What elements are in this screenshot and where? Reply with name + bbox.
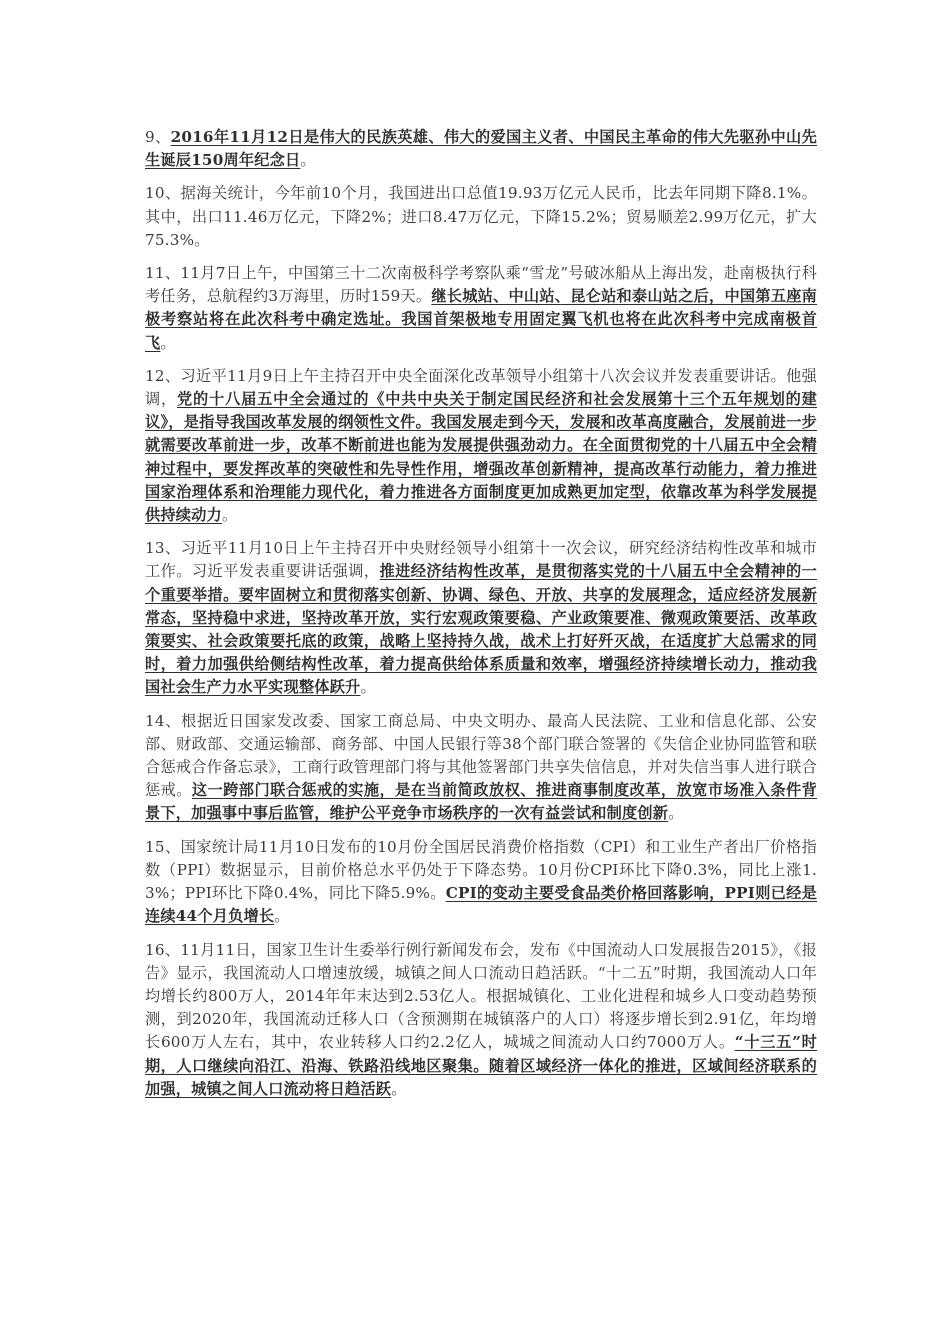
item-number: 11、	[145, 264, 181, 283]
body-text: 。	[160, 333, 176, 352]
body-text: 。	[391, 1079, 407, 1098]
item-number: 14、	[145, 711, 182, 730]
item-number: 9、	[145, 128, 171, 146]
news-item-9	[145, 126, 817, 172]
news-item-10	[145, 182, 817, 252]
news-item-11	[145, 262, 817, 355]
highlighted-text: 推进经济结构性改革，是贯彻落实党的十八届五中全会精神的一个重要举措。要牢固树立和贯彻落实创新、协调、绿色、开放、共享的发展理念，适应经济发展新常态，坚持稳中求进，坚持改革开放，实行宏观政策要稳、产业政策要准、微观政策要活、改革政策要实、社会政策要托底的政策，战略上坚持持久战，战术上打好歼灭战，在适度扩大总需求的同时，着力加强供给侧结构性改革，着力提高供给体系质量和效率，增强经济持续增长动力，推动我国社会生产力水平实现整体跃升	[145, 562, 818, 697]
highlighted-text: “十三五”时期，人口继续向沿江、沿海、铁路沿线地区聚集。随着区域经济一体化的推进，区域间经济联系的加强，城镇之间人口流动将日趋活跃	[145, 1033, 817, 1098]
item-number: 10、	[145, 184, 181, 203]
body-text: 。	[300, 151, 316, 170]
news-item-16	[145, 939, 817, 1101]
body-text: 11月11日，国家卫生计生委举行例行新闻发布会，发布《中国流动人口发展报告2015》，《报告》显示，我国流动人口增速放缓，城镇之间人口流动日趋活跃。“十二五”时期，我国流动人口年均增长约800万人，2014年年末达到2.53亿人。根据城镇化、工业化进程和城乡人口变动趋势预测，到2020年，我国流动迁移人口（含预测期在城镇落户的人口）将逐步增长到2.91亿，年均增长600万人左右，其中，农业转移人口约2.2亿人，城城之间流动人口约7000万人。	[145, 940, 817, 1052]
highlighted-text: 2016年11月12日是伟大的民族英雄、伟大的爱国主义者、中国民主革命的伟大先驱孙中山先生诞辰150周年纪念日	[145, 128, 817, 170]
body-text: 。	[221, 506, 238, 525]
item-number: 16、	[145, 940, 181, 959]
item-number: 15、	[145, 837, 181, 856]
highlighted-text: 这一跨部门联合惩戒的实施，是在当前简政放权、推进商事制度改革，放宽市场准入条件背景下，加强事中事后监管，维护公平竞争市场秩序的一次有益尝试和制度创新	[145, 781, 817, 823]
news-item-15	[145, 836, 817, 929]
item-number: 12、	[145, 366, 181, 385]
highlighted-text: 继长城站、中山站、昆仑站和泰山站之后，中国第五座南极考察站将在此次科考中确定选址。我国首架极地专用固定翼飞机也将在此次科考中完成南极首飞	[145, 287, 818, 352]
body-text: 据海关统计，今年前10个月，我国进出口总值19.93万亿元人民币，比去年同期下降8.1%。其中，出口11.46万亿元，下降2%；进口8.47万亿元，下降15.2%；贸易顺差2.99万亿元，扩大75.3%。	[145, 184, 817, 249]
body-text: 。	[668, 804, 684, 823]
body-text: 国家统计局11月10日发布的10月份全国居民消费价格指数（CPI）和工业生产者出厂价格指数（PPI）数据显示，目前价格总水平仍处于下降态势。10月份CPI环比下降0.3%，同比上涨1.3%；PPI环比下降0.4%，同比下降5.9%。	[145, 837, 817, 903]
body-text: 11月7日上午，中国第三十二次南极科学考察队乘“雪龙”号破冰船从上海出发，赴南极执行科考任务，总航程约3万海里，历时159天。	[145, 264, 817, 306]
news-item-14	[145, 710, 817, 826]
body-text: 习近平11月9日上午主持召开中央全面深化改革领导小组第十八次会议并发表重要讲话。他强调，	[145, 366, 817, 409]
document-page	[145, 126, 817, 1111]
item-number: 13、	[145, 539, 181, 558]
body-text: 根据近日国家发改委、国家工商总局、中央文明办、最高人民法院、工业和信息化部、公安部、财政部、交通运输部、商务部、中国人民银行等38个部门联合签署的《失信企业协同监管和联合惩戒合作备忘录》，工商行政管理部门将与其他签署部门共享失信信息，并对失信当事人进行联合惩戒。	[145, 711, 817, 800]
body-text: 。	[360, 678, 376, 697]
highlighted-text: CPI的变动主要受食品类价格回落影响，PPI则已经是连续44个月负增长	[145, 884, 817, 926]
news-item-13	[145, 537, 817, 699]
body-text: 习近平11月10日上午主持召开中央财经领导小组第十一次会议，研究经济结构性改革和城市工作。习近平发表重要讲话强调，	[145, 539, 817, 581]
highlighted-text: 党的十八届五中全会通过的《中共中央关于制定国民经济和社会发展第十三个五年规划的建议》，是指导我国改革发展的纲领性文件。我国发展走到今天，发展和改革高度融合，发展前进一步就需要改革前进一步，改革不断前进也能为发展提供强劲动力。在全面贯彻党的十八届五中全会精神过程中，要发挥改革的突破性和先导性作用，增强改革创新精神，提高改革行动能力，着力推进国家治理体系和治理能力现代化，着力推进各方面制度更加成熟更加定型，依靠改革为科学发展提供持续动力	[145, 390, 817, 525]
news-item-12	[145, 365, 817, 527]
body-text: 。	[274, 907, 290, 926]
